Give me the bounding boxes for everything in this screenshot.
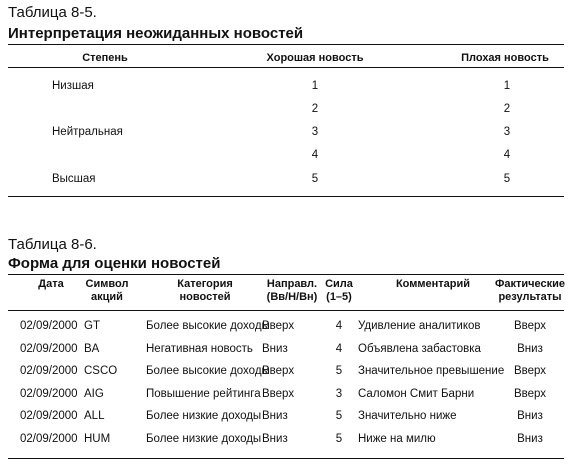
table2-top-rule bbox=[8, 274, 564, 275]
table2-cell-date: 02/09/2000 bbox=[20, 320, 78, 332]
table2-cell-date: 02/09/2000 bbox=[20, 387, 78, 400]
table2-cell-actual: Вверх bbox=[513, 365, 547, 377]
table2-cell-direction: Вверх bbox=[262, 365, 295, 377]
table2-cell-strength: 5 bbox=[335, 410, 343, 422]
table2-header-rule bbox=[8, 310, 564, 311]
table1-header-degree: Степень bbox=[82, 52, 128, 64]
table1-cell-good: 5 bbox=[311, 173, 319, 185]
table2-cell-category: Негативная новость bbox=[146, 342, 253, 355]
table2-cell-strength: 4 bbox=[335, 342, 343, 355]
table1-cell-bad: 5 bbox=[503, 173, 511, 185]
table1-cell-bad: 1 bbox=[503, 80, 511, 92]
table2-header-comment: Комментарий bbox=[395, 278, 471, 290]
table2-header-strength: Сила bbox=[325, 278, 353, 290]
table2-cell-strength: 4 bbox=[335, 320, 343, 332]
table2-cell-date: 02/09/2000 bbox=[20, 342, 78, 355]
table2-header-direction: Направл. bbox=[266, 278, 318, 290]
table2-cell-category: Повышение рейтинга bbox=[146, 387, 261, 400]
table2-cell-direction: Вниз bbox=[262, 410, 288, 422]
table2-cell-symbol: HUM bbox=[84, 432, 111, 445]
table1-caption: Таблица 8-5. bbox=[8, 4, 97, 21]
table2-cell-comment: Значительно ниже bbox=[358, 410, 457, 422]
table2-cell-actual: Вниз bbox=[517, 432, 543, 445]
table2-header-date: Дата bbox=[38, 278, 64, 290]
table1-header-bad: Плохая новость bbox=[461, 52, 549, 64]
table2-header-category: новостей bbox=[179, 291, 231, 303]
table2-bottom-rule bbox=[8, 458, 564, 459]
table1-top-rule bbox=[8, 44, 564, 45]
table2-cell-strength: 5 bbox=[335, 432, 343, 445]
table2-header-actual: результаты bbox=[498, 291, 562, 303]
table2-cell-symbol: BA bbox=[84, 342, 100, 355]
table2-cell-comment: Объявлена забастовка bbox=[358, 342, 481, 355]
table2-cell-direction: Вверх bbox=[262, 320, 295, 332]
table2-cell-symbol: CSCO bbox=[84, 365, 118, 377]
table2-header-category: Категория bbox=[177, 278, 233, 290]
table1-title: Интерпретация неожиданных новостей bbox=[8, 25, 304, 42]
table1-cell-good: 1 bbox=[311, 80, 319, 92]
table2-cell-date: 02/09/2000 bbox=[20, 432, 78, 445]
table1-cell-good: 3 bbox=[311, 126, 319, 138]
table1-cell-bad: 2 bbox=[503, 103, 511, 115]
table2-cell-comment: Ниже на милю bbox=[358, 432, 436, 445]
table2-cell-direction: Вниз bbox=[262, 342, 288, 355]
table1-bottom-rule bbox=[8, 196, 564, 197]
table2-cell-direction: Вниз bbox=[262, 432, 288, 445]
table2-cell-actual: Вверх bbox=[513, 320, 547, 332]
table2-header-actual: Фактические bbox=[494, 278, 566, 290]
table2-header-symbol: Символ bbox=[85, 278, 129, 290]
table2-cell-comment: Саломон Смит Барни bbox=[358, 387, 475, 400]
table1-cell-good: 2 bbox=[311, 103, 319, 115]
table1-cell-good: 4 bbox=[311, 149, 319, 161]
table2-cell-direction: Вверх bbox=[262, 387, 295, 400]
table2-header-strength: (1–5) bbox=[326, 291, 352, 303]
table2-cell-actual: Вниз bbox=[517, 410, 543, 422]
table2-cell-category: Более высокие доходы bbox=[146, 320, 270, 332]
table1-header-rule bbox=[8, 67, 564, 68]
table2-cell-strength: 5 bbox=[335, 365, 343, 377]
table2-cell-symbol: AIG bbox=[84, 387, 104, 400]
table2-cell-category: Более низкие доходы bbox=[146, 432, 262, 445]
table2-cell-actual: Вверх bbox=[513, 387, 547, 400]
table1-cell-bad: 4 bbox=[503, 149, 511, 161]
table2-caption: Таблица 8-6. bbox=[8, 236, 97, 253]
table1-cell-bad: 3 bbox=[503, 126, 511, 138]
table1-cell-degree: Нейтральная bbox=[52, 126, 123, 138]
table1-cell-degree: Низшая bbox=[52, 80, 94, 92]
table2-cell-symbol: GT bbox=[84, 320, 100, 332]
table1-header-good: Хорошая новость bbox=[266, 52, 364, 64]
table2-cell-comment: Значительное превышение bbox=[358, 365, 505, 377]
table2-header-symbol: акций bbox=[91, 291, 123, 303]
table2-cell-strength: 3 bbox=[335, 387, 343, 400]
table2-cell-actual: Вниз bbox=[517, 342, 543, 355]
table2-cell-date: 02/09/2000 bbox=[20, 365, 78, 377]
table2-cell-category: Более высокие доходы bbox=[146, 365, 270, 377]
table1-cell-degree: Высшая bbox=[52, 173, 96, 185]
table2-cell-symbol: ALL bbox=[84, 410, 105, 422]
table2-header-direction: (Вв/Н/Вн) bbox=[266, 291, 318, 303]
table2-cell-category: Более низкие доходы bbox=[146, 410, 262, 422]
table2-title: Форма для оценки новостей bbox=[8, 255, 221, 272]
table2-cell-date: 02/09/2000 bbox=[20, 410, 78, 422]
table2-cell-comment: Удивление аналитиков bbox=[358, 320, 481, 332]
